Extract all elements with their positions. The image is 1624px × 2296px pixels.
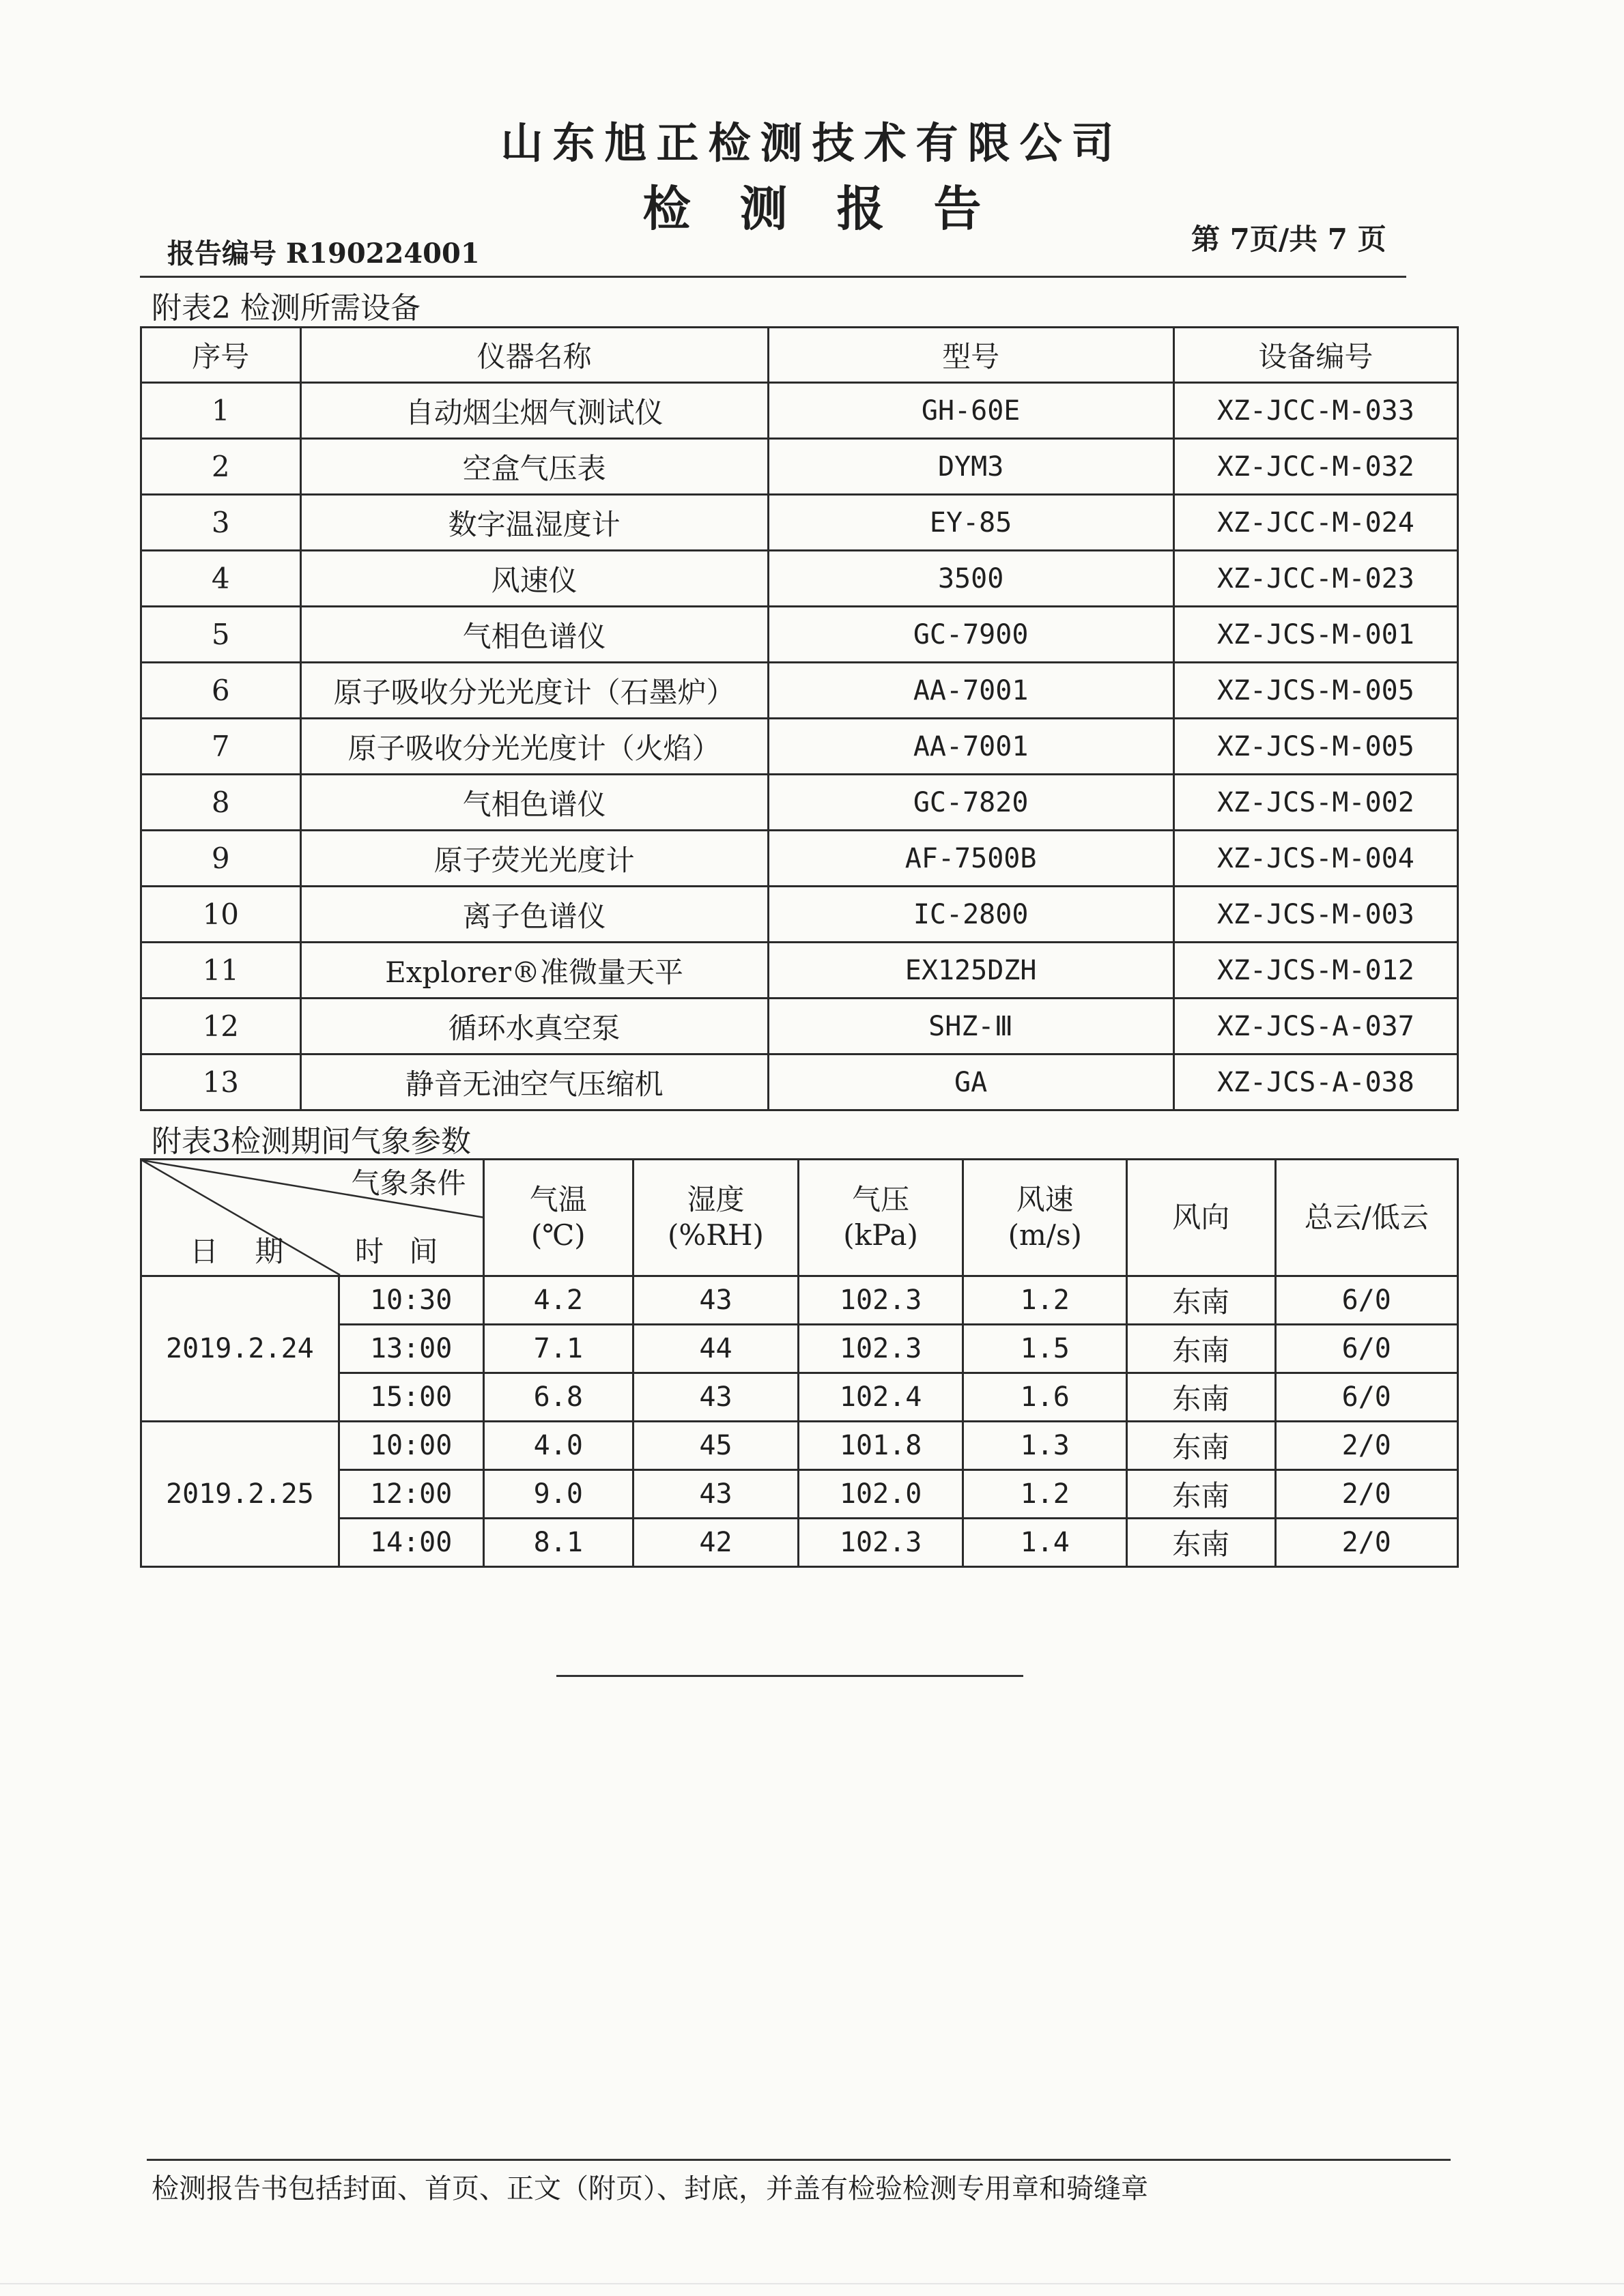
cell-instrument-name: 气相色谱仪 <box>300 775 768 831</box>
cell-instrument-name: 离子色谱仪 <box>300 887 768 943</box>
cell-model: SHZ-Ⅲ <box>768 999 1173 1054</box>
scan-edge <box>0 2283 1624 2284</box>
col-header-wind-direction: 风向 <box>1127 1160 1275 1276</box>
header-unit: (m/s) <box>1008 1218 1082 1252</box>
weather-header-row <box>141 1160 1458 1276</box>
cell-model: DYM3 <box>768 439 1173 495</box>
cell-equipment-id: XZ-JCS-M-002 <box>1173 775 1457 831</box>
equipment-table <box>140 326 1459 1111</box>
cell-instrument-name: 数字温湿度计 <box>300 495 768 551</box>
cell-instrument-name: 自动烟尘烟气测试仪 <box>300 383 768 439</box>
equipment-row <box>141 887 1458 943</box>
col-header-pressure <box>798 1160 963 1276</box>
cell-equipment-id: XZ-JCS-M-001 <box>1173 607 1457 663</box>
cell-wind-direction: 东南 <box>1127 1373 1275 1422</box>
cell-model: GA <box>768 1054 1173 1110</box>
cell-seq: 13 <box>141 1054 301 1110</box>
cell-pressure: 102.3 <box>798 1276 963 1325</box>
report-number: 报告编号 R190224001 <box>167 238 480 270</box>
cell-wind-speed: 1.5 <box>963 1325 1127 1373</box>
cell-humidity: 42 <box>633 1519 799 1567</box>
cell-humidity: 45 <box>633 1422 799 1470</box>
cell-humidity: 43 <box>633 1373 799 1422</box>
company-name: 山东旭正检测技术有限公司 <box>500 118 1124 168</box>
cell-equipment-id: XZ-JCS-M-012 <box>1173 943 1457 999</box>
header-line: 湿度 <box>687 1182 745 1216</box>
cell-model: IC-2800 <box>768 887 1173 943</box>
equipment-row <box>141 663 1458 719</box>
col-header-model: 型号 <box>768 328 1173 383</box>
title-char: 告 <box>933 180 982 237</box>
cell-seq: 1 <box>141 383 301 439</box>
end-of-content-line <box>556 1675 1023 1677</box>
equipment-row <box>141 775 1458 831</box>
cell-time: 10:30 <box>339 1276 483 1325</box>
cell-wind-direction: 东南 <box>1127 1519 1275 1567</box>
weather-row <box>141 1470 1458 1519</box>
cell-date: 2019.2.24 <box>141 1276 339 1422</box>
cell-time: 13:00 <box>339 1325 483 1373</box>
cell-equipment-id: XZ-JCS-M-003 <box>1173 887 1457 943</box>
weather-table <box>140 1158 1459 1568</box>
cell-seq: 2 <box>141 439 301 495</box>
cell-cloud-cover: 6/0 <box>1275 1325 1457 1373</box>
title-char: 测 <box>739 180 788 237</box>
equipment-row <box>141 943 1458 999</box>
equipment-row <box>141 831 1458 887</box>
equipment-row <box>141 607 1458 663</box>
cell-seq: 9 <box>141 831 301 887</box>
header-line: 气温 <box>529 1182 587 1216</box>
cell-model: AA-7001 <box>768 719 1173 775</box>
cell-equipment-id: XZ-JCS-M-005 <box>1173 663 1457 719</box>
cell-equipment-id: XZ-JCC-M-024 <box>1173 495 1457 551</box>
header-unit: (%RH) <box>667 1218 764 1252</box>
weather-row <box>141 1325 1458 1373</box>
cell-equipment-id: XZ-JCS-M-005 <box>1173 719 1457 775</box>
cell-seq: 3 <box>141 495 301 551</box>
cell-time: 10:00 <box>339 1422 483 1470</box>
cell-humidity: 44 <box>633 1325 799 1373</box>
header-line: 风速 <box>1016 1182 1074 1216</box>
cell-pressure: 101.8 <box>798 1422 963 1470</box>
equipment-row <box>141 495 1458 551</box>
cell-instrument-name: 原子吸收分光光度计（石墨炉） <box>300 663 768 719</box>
cell-seq: 11 <box>141 943 301 999</box>
cell-instrument-name: 风速仪 <box>300 551 768 607</box>
cell-equipment-id: XZ-JCC-M-032 <box>1173 439 1457 495</box>
cell-temperature: 6.8 <box>483 1373 633 1422</box>
header-divider <box>140 276 1406 278</box>
cell-wind-direction: 东南 <box>1127 1325 1275 1373</box>
cell-pressure: 102.3 <box>798 1325 963 1373</box>
cell-seq: 10 <box>141 887 301 943</box>
corner-header-cell <box>141 1160 484 1276</box>
cell-model: 3500 <box>768 551 1173 607</box>
equipment-row <box>141 383 1458 439</box>
cell-model: GH-60E <box>768 383 1173 439</box>
cell-seq: 7 <box>141 719 301 775</box>
cell-cloud-cover: 2/0 <box>1275 1422 1457 1470</box>
col-header-humidity <box>633 1160 799 1276</box>
cell-cloud-cover: 2/0 <box>1275 1519 1457 1567</box>
cell-equipment-id: XZ-JCS-A-038 <box>1173 1054 1457 1110</box>
cell-wind-direction: 东南 <box>1127 1422 1275 1470</box>
cell-model: AA-7001 <box>768 663 1173 719</box>
cell-time: 15:00 <box>339 1373 483 1422</box>
cell-pressure: 102.3 <box>798 1519 963 1567</box>
cell-model: GC-7820 <box>768 775 1173 831</box>
col-header-name: 仪器名称 <box>300 328 768 383</box>
weather-row <box>141 1276 1458 1325</box>
cell-seq: 6 <box>141 663 301 719</box>
cell-pressure: 102.4 <box>798 1373 963 1422</box>
page-info: 第 7页/共 7 页 <box>1191 223 1386 256</box>
cell-model: EY-85 <box>768 495 1173 551</box>
weather-table-caption: 附表3检测期间气象参数 <box>152 1124 471 1159</box>
cell-instrument-name: 气相色谱仪 <box>300 607 768 663</box>
cell-instrument-name: 循环水真空泵 <box>300 999 768 1054</box>
col-header-cloud-cover: 总云/低云 <box>1275 1160 1457 1276</box>
cell-temperature: 4.2 <box>483 1276 633 1325</box>
footer-divider <box>147 2159 1451 2161</box>
equipment-row <box>141 999 1458 1054</box>
cell-pressure: 102.0 <box>798 1470 963 1519</box>
col-header-wind-speed <box>963 1160 1127 1276</box>
header-line: 气压 <box>852 1182 910 1216</box>
cell-equipment-id: XZ-JCC-M-033 <box>1173 383 1457 439</box>
cell-wind-speed: 1.3 <box>963 1422 1127 1470</box>
cell-instrument-name: 静音无油空气压缩机 <box>300 1054 768 1110</box>
weather-row <box>141 1373 1458 1422</box>
cell-humidity: 43 <box>633 1470 799 1519</box>
cell-cloud-cover: 6/0 <box>1275 1373 1457 1422</box>
equipment-header-row <box>141 328 1458 383</box>
cell-equipment-id: XZ-JCS-A-037 <box>1173 999 1457 1054</box>
weather-row <box>141 1422 1458 1470</box>
weather-row <box>141 1519 1458 1567</box>
cell-model: EX125DZH <box>768 943 1173 999</box>
cell-temperature: 4.0 <box>483 1422 633 1470</box>
cell-seq: 4 <box>141 551 301 607</box>
cell-instrument-name: 原子吸收分光光度计（火焰） <box>300 719 768 775</box>
cell-seq: 12 <box>141 999 301 1054</box>
footer-note: 检测报告书包括封面、首页、正文（附页）、封底，并盖有检验检测专用章和骑缝章 <box>152 2173 1148 2205</box>
equipment-row <box>141 439 1458 495</box>
cell-equipment-id: XZ-JCS-M-004 <box>1173 831 1457 887</box>
cell-cloud-cover: 6/0 <box>1275 1276 1457 1325</box>
cell-seq: 5 <box>141 607 301 663</box>
cell-date: 2019.2.25 <box>141 1422 339 1567</box>
equipment-row <box>141 719 1458 775</box>
cell-wind-speed: 1.2 <box>963 1470 1127 1519</box>
cell-temperature: 8.1 <box>483 1519 633 1567</box>
cell-wind-speed: 1.4 <box>963 1519 1127 1567</box>
col-header-temperature <box>483 1160 633 1276</box>
cell-wind-speed: 1.2 <box>963 1276 1127 1325</box>
cell-temperature: 7.1 <box>483 1325 633 1373</box>
cell-time: 12:00 <box>339 1470 483 1519</box>
header-unit: (℃) <box>530 1218 586 1252</box>
equipment-row <box>141 1054 1458 1110</box>
cell-cloud-cover: 2/0 <box>1275 1470 1457 1519</box>
cell-wind-direction: 东南 <box>1127 1470 1275 1519</box>
col-header-seq: 序号 <box>141 328 301 383</box>
cell-wind-direction: 东南 <box>1127 1276 1275 1325</box>
equipment-row <box>141 551 1458 607</box>
corner-label-date: 日 期 <box>190 1234 298 1268</box>
title-char: 检 <box>642 180 691 237</box>
cell-humidity: 43 <box>633 1276 799 1325</box>
title-char: 报 <box>836 180 885 237</box>
cell-seq: 8 <box>141 775 301 831</box>
cell-wind-speed: 1.6 <box>963 1373 1127 1422</box>
cell-equipment-id: XZ-JCC-M-023 <box>1173 551 1457 607</box>
equipment-table-caption: 附表2 检测所需设备 <box>152 291 421 326</box>
cell-temperature: 9.0 <box>483 1470 633 1519</box>
cell-instrument-name: 原子荧光光度计 <box>300 831 768 887</box>
cell-model: AF-7500B <box>768 831 1173 887</box>
cell-instrument-name: Explorer®准微量天平 <box>300 943 768 999</box>
header-unit: (kPa) <box>843 1218 918 1252</box>
corner-label-time: 时 间 <box>355 1234 446 1268</box>
cell-model: GC-7900 <box>768 607 1173 663</box>
corner-label-conditions: 气象条件 <box>351 1166 466 1200</box>
col-header-id: 设备编号 <box>1173 328 1457 383</box>
cell-instrument-name: 空盒气压表 <box>300 439 768 495</box>
cell-time: 14:00 <box>339 1519 483 1567</box>
